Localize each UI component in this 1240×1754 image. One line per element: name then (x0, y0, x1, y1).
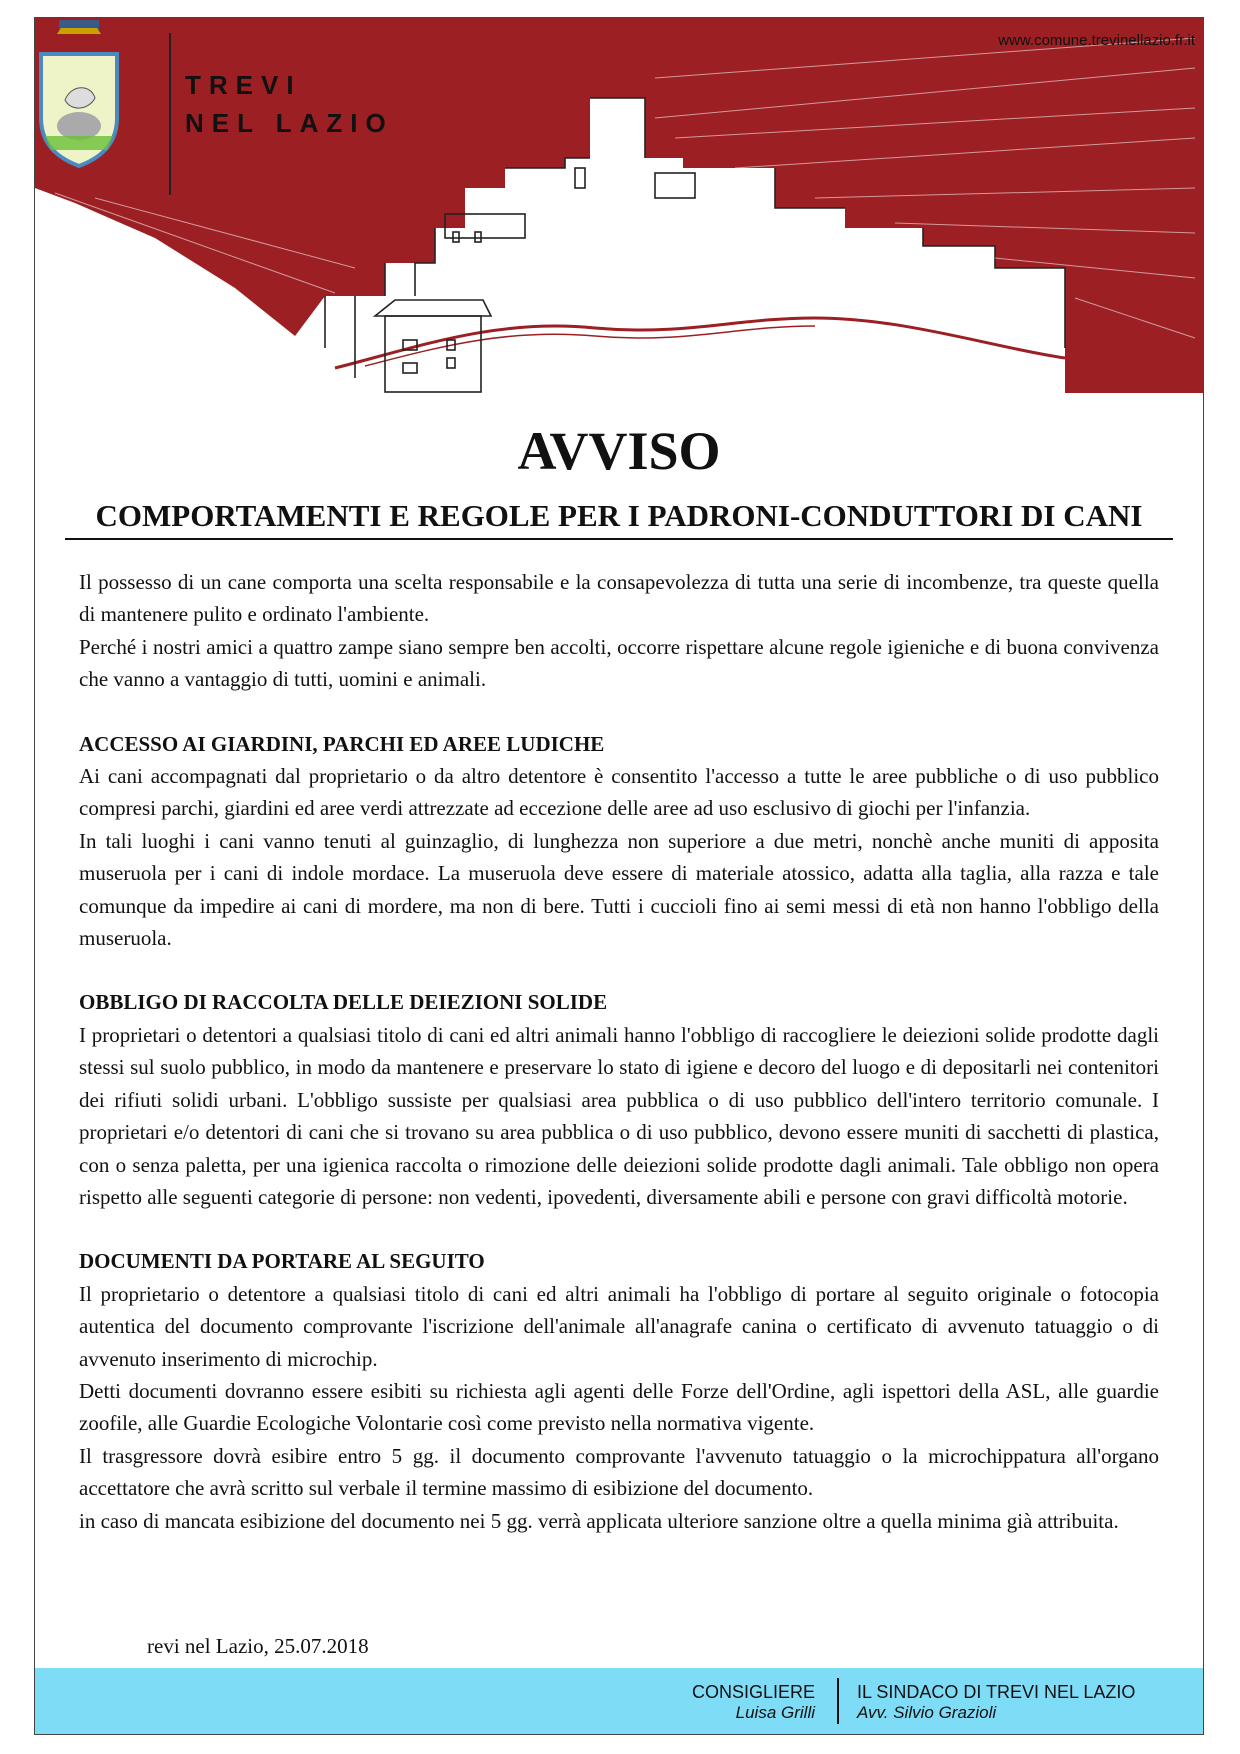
mayor-role: IL SINDACO DI TREVI NEL LAZIO (857, 1682, 1136, 1702)
notice-page (34, 17, 1204, 1735)
notice-subtitle: COMPORTAMENTI E REGOLE PER I PADRONI-CONDUTTORI DI CANI (65, 498, 1173, 540)
section-paragraph: Il proprietario o detentore a qualsiasi titolo di cani ed altri animali ha l'obbligo di portare al seguito originale o fotocopia autentica del documento comprovante l'iscrizione dell'animale all'anagrafe canina o certificato di avvenuto tatuaggio o di avvenuto inserimento di microchip. (79, 1281, 1159, 1371)
section-paragraph: in caso di mancata esibizione del documento nei 5 gg. verrà applicata ulteriore sanzione oltre a quella minima già attribuita. (79, 1508, 1119, 1533)
header-banner (35, 18, 1203, 398)
brand-line-1: TREVI (185, 70, 302, 100)
section-heading-access: ACCESSO AI GIARDINI, PARCHI ED AREE LUDICHE (79, 731, 605, 756)
notice-title: AVVISO (517, 421, 721, 481)
brand-line-2: NEL LAZIO (185, 108, 394, 138)
mayor-signature (857, 1682, 1135, 1723)
section-paragraph: In tali luoghi i cani vanno tenuti al guinzaglio, di lunghezza non superiore a due metri, nonchè anche muniti di apposita museruola per i cani di indole mordace. La museruola deve essere di materiale atossico, adatta alla taglia, alla razza e tale comunque da impedire ai cani di mordere, ma non di bere. Tutti i cuccioli fino ai semi messi di età non hanno l'obbligo della museruola. (79, 828, 1159, 951)
intro-paragraph: Perché i nostri amici a quattro zampe siano sempre ben accolti, occorre rispettare alcune regole igieniche e di buona convivenza che vanno a vantaggio di tutti, uomini e animali. (79, 634, 1159, 692)
section-paragraph: Il trasgressore dovrà esibire entro 5 gg. il documento comprovante l'avvenuto tatuaggio o la microchippatura all'organo accettatore che avrà scritto sul verbale il termine massimo di esibizione del documento. (79, 1443, 1159, 1501)
councillor-role: CONSIGLIERE (691, 1682, 815, 1702)
signature-footer (35, 1668, 1203, 1734)
section-paragraph: Ai cani accompagnati dal proprietario o da altro detentore è consentito l'accesso a tutte le aree pubbliche o di uso pubblico compresi parchi, giardini ed aree verdi attrezzate ad eccezione delle aree ad uso esclusivo di giochi per l'infanzia. (79, 764, 1159, 821)
website-url: www.comune.trevinellazio.fr.it (998, 32, 1195, 49)
councillor-name: Luisa Grilli (735, 1703, 815, 1722)
town-brand (185, 66, 394, 142)
section-paragraph: Detti documenti dovranno essere esibiti su richiesta agli agenti delle Forze dell'Ordine, agli ispettori della ASL, alle guardie zoofile, alle Guardie Ecologiche Volontarie così come previsto nella normativa vigente. (79, 1378, 1159, 1436)
mayor-name: Avv. Silvio Grazioli (857, 1703, 997, 1722)
section-heading-documents: DOCUMENTI DA PORTARE AL SEGUITO (79, 1249, 485, 1274)
signature-divider (837, 1678, 839, 1724)
municipal-crest-icon (35, 18, 123, 168)
brand-divider (169, 33, 171, 195)
place-date: revi nel Lazio, 25.07.2018 (147, 1634, 369, 1658)
section-paragraph: I proprietari o detentori a qualsiasi titolo di cani ed altri animali hanno l'obbligo di raccogliere le deiezioni solide prodotte dagli stessi sul suolo pubblico, in modo da mantenere e preservare lo stato di igiene e decoro del luogo e di depositarli nei contenitori dei rifiuti solidi urbani. L'obbligo sussiste per qualsiasi area pubblica o di uso pubblico dell'intero territorio comunale. I proprietari e/o detentori di cani che si trovano su area pubblica o di uso pubblico, devono essere muniti di sacchetti di plastica, con o senza paletta, per una igienica raccolta o rimozione delle deiezioni solide prodotte dagli animali. Tale obbligo non opera rispetto alle seguenti categorie di persone: non vedenti, ipovedenti, diversamente abili e persone con gravi difficoltà motorie. (79, 1022, 1159, 1209)
councillor-signature (692, 1682, 815, 1723)
notice-body (79, 566, 1159, 1537)
section-heading-waste: OBBLIGO DI RACCOLTA DELLE DEIEZIONI SOLIDE (79, 990, 608, 1015)
intro-paragraph: Il possesso di un cane comporta una scelta responsabile e la consapevolezza di tutta una serie di incombenze, tra queste quella di mantenere pulito e ordinato l'ambiente. (79, 570, 1159, 627)
